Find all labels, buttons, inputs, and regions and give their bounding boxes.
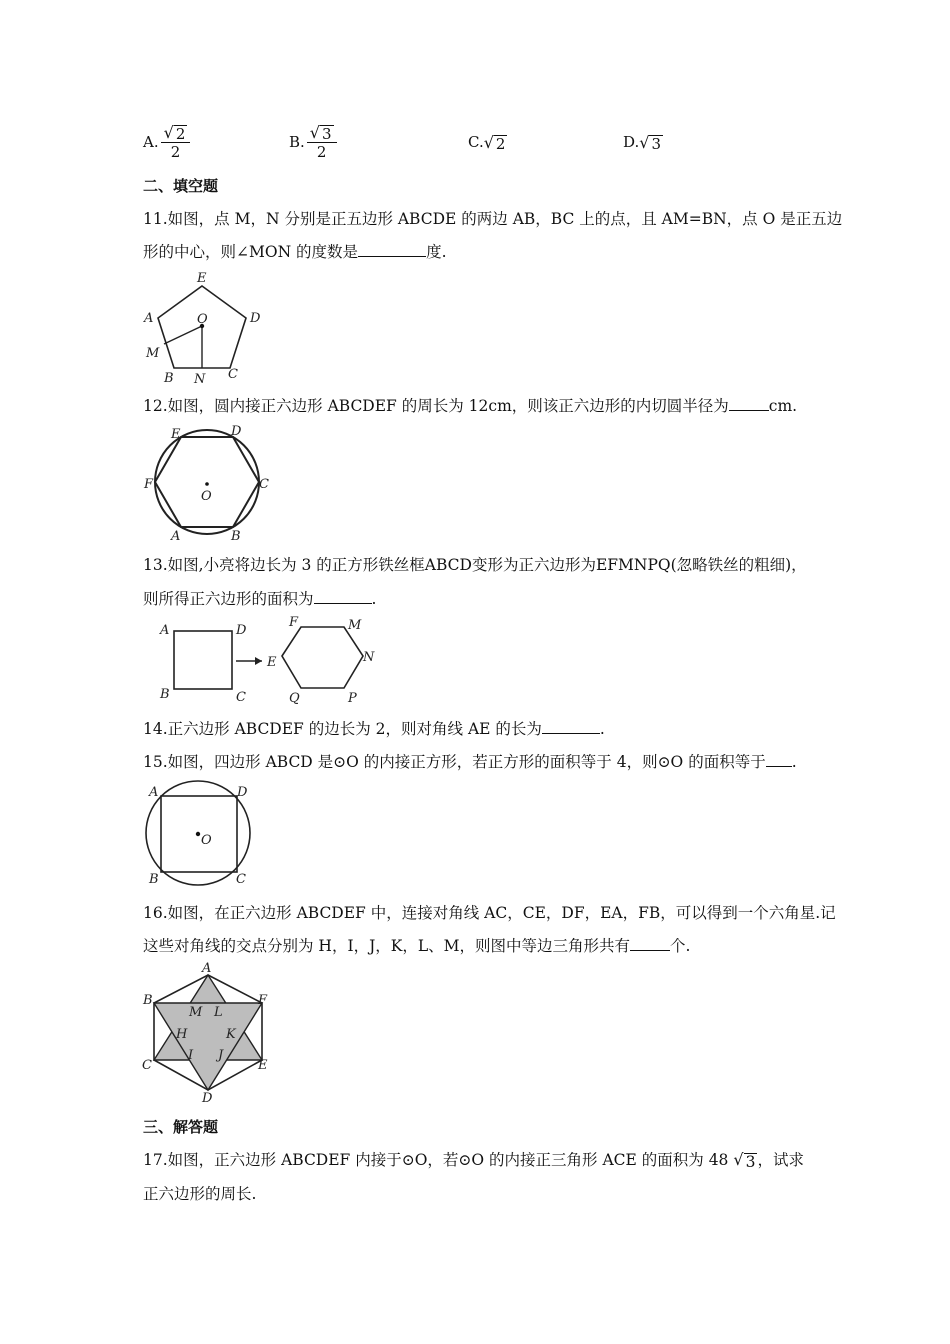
label-b: B xyxy=(164,371,174,386)
arrow-head xyxy=(255,657,262,665)
option-a-denominator: 2 xyxy=(170,142,181,161)
q17-text-end: ，试求 xyxy=(757,1151,804,1169)
label-m: M xyxy=(146,346,160,361)
label-d: D xyxy=(250,311,261,326)
q11-text: 形的中心，则∠MON 的度数是 xyxy=(143,243,359,261)
label-n: N xyxy=(194,372,206,387)
option-d-value: 3 xyxy=(651,134,662,153)
q11-text-end: 度. xyxy=(426,243,447,261)
label-a: A xyxy=(160,623,170,638)
label-d: D xyxy=(231,424,242,439)
q12-answer-blank xyxy=(729,396,769,411)
label-m: M xyxy=(189,1005,203,1020)
q15-square-in-circle-figure xyxy=(143,780,255,888)
label-p: P xyxy=(348,691,357,706)
q12-text-end: cm. xyxy=(768,397,798,415)
option-b-denominator: 2 xyxy=(316,142,327,161)
q15-line xyxy=(143,752,797,772)
option-b-numerator: 3 xyxy=(322,124,332,143)
label-c: C xyxy=(259,477,269,492)
label-o: O xyxy=(201,833,212,848)
q14-line xyxy=(143,719,605,739)
option-a-fraction: √ 2 2 xyxy=(161,124,191,161)
q11-answer-blank xyxy=(358,242,426,257)
q16-hexagram-figure xyxy=(140,960,272,1106)
q13-text-end: . xyxy=(371,590,377,608)
label-h: H xyxy=(176,1027,188,1042)
label-a: A xyxy=(149,785,159,800)
label-n: N xyxy=(363,650,375,665)
q13-square-to-hexagon-figure xyxy=(156,614,378,708)
q11-line1: 11.如图，点 M，N 分别是正五边形 ABCDE 的两边 AB，BC 上的点，且 AM=BN，点 O 是正五边 xyxy=(143,210,843,228)
q16-text: 这些对角线的交点分别为 H，I，J，K，L、M，则图中等边三角形共有 xyxy=(143,937,631,955)
label-e: E xyxy=(258,1058,268,1073)
label-a: A xyxy=(171,529,181,544)
q14-answer-blank xyxy=(542,719,600,734)
label-m: M xyxy=(348,618,362,633)
label-d: D xyxy=(236,623,247,638)
q12-hexagon-circle-figure xyxy=(143,422,271,542)
hexagon-shape xyxy=(155,437,259,527)
option-c-label: C. xyxy=(468,133,484,151)
square-abcd xyxy=(174,631,232,689)
label-f: F xyxy=(144,477,154,492)
label-d: D xyxy=(202,1091,213,1106)
label-j: J xyxy=(218,1048,224,1063)
circumcircle xyxy=(155,430,259,534)
q13-answer-blank xyxy=(314,589,372,604)
label-o: O xyxy=(197,312,208,327)
option-d: D. √ 3 xyxy=(623,132,662,153)
label-e: E xyxy=(171,427,181,442)
label-o: O xyxy=(201,489,212,504)
option-a xyxy=(143,118,190,166)
option-a-label: A. xyxy=(143,133,159,151)
q16-answer-blank xyxy=(630,936,670,951)
q13-text: 则所得正六边形的面积为 xyxy=(143,590,314,608)
q13-line2 xyxy=(143,589,376,609)
q17-line2: 正六边形的周长. xyxy=(143,1185,257,1203)
label-b: B xyxy=(160,687,170,702)
q11-pentagon-figure xyxy=(140,268,270,386)
q12-line xyxy=(143,396,797,416)
label-e: E xyxy=(197,271,207,286)
option-b-fraction: √ 3 2 xyxy=(307,124,337,161)
q12-text: 12.如图，圆内接正六边形 ABCDEF 的周长为 12cm，则该正六边形的内切圆半径为 xyxy=(143,397,729,415)
segment-om xyxy=(164,326,202,344)
q16-text-end: 个. xyxy=(670,937,691,955)
label-a: A xyxy=(202,961,212,976)
q13-line1: 13.如图,小亮将边长为 3 的正方形铁丝框ABCD变形为正六边形为EFMNPQ(忽略铁丝的粗细)， xyxy=(143,556,807,574)
label-c: C xyxy=(236,690,246,705)
hexagon-efmnpq xyxy=(282,627,363,688)
center-point-o xyxy=(205,482,209,486)
q15-text-end: . xyxy=(791,753,797,771)
label-a: A xyxy=(144,311,154,326)
option-c: C. √ 2 xyxy=(468,132,506,153)
label-c: C xyxy=(228,367,238,382)
q16-line1: 16.如图，在正六边形 ABCDEF 中，连接对角线 AC，CE，DF，EA，FB，可以得到一个六角星.记 xyxy=(143,904,836,922)
q15-text: 15.如图，四边形 ABCD 是⊙O 的内接正方形，若正方形的面积等于 4，则⊙O 的面积等于 xyxy=(143,753,766,771)
label-k: K xyxy=(226,1027,236,1042)
label-e: E xyxy=(267,655,277,670)
label-b: B xyxy=(231,529,241,544)
label-f: F xyxy=(289,615,299,630)
label-l: L xyxy=(214,1005,223,1020)
label-c: C xyxy=(142,1058,152,1073)
center-point-o xyxy=(196,832,200,836)
q14-text-end: . xyxy=(599,720,605,738)
label-d: D xyxy=(237,785,248,800)
q15-answer-blank xyxy=(766,752,792,767)
label-f: F xyxy=(258,993,268,1008)
label-c: C xyxy=(236,872,246,887)
q14-text: 14.正六边形 ABCDEF 的边长为 2，则对角线 AE 的长为 xyxy=(143,720,542,738)
q17-line1 xyxy=(143,1150,804,1170)
q16-line2 xyxy=(143,936,690,956)
option-c-value: 2 xyxy=(495,134,506,153)
label-b: B xyxy=(143,993,153,1008)
label-i: I xyxy=(188,1048,194,1063)
section-3-title: 三、解答题 xyxy=(143,1118,219,1136)
option-b-label: B. xyxy=(289,133,305,151)
option-d-label: D. xyxy=(623,133,640,151)
q17-root-value: 3 xyxy=(745,1153,756,1171)
option-b xyxy=(289,118,337,166)
label-q: Q xyxy=(289,691,300,706)
q17-root: √ 3 xyxy=(733,1150,756,1171)
option-a-numerator: 2 xyxy=(175,124,186,143)
q17-text: 17.如图，正六边形 ABCDEF 内接于⊙O，若⊙O 的内接正三角形 ACE 的面积为 48 xyxy=(143,1151,729,1169)
section-2-title: 二、填空题 xyxy=(143,177,219,195)
label-b: B xyxy=(149,872,159,887)
q11-line2 xyxy=(143,242,447,262)
